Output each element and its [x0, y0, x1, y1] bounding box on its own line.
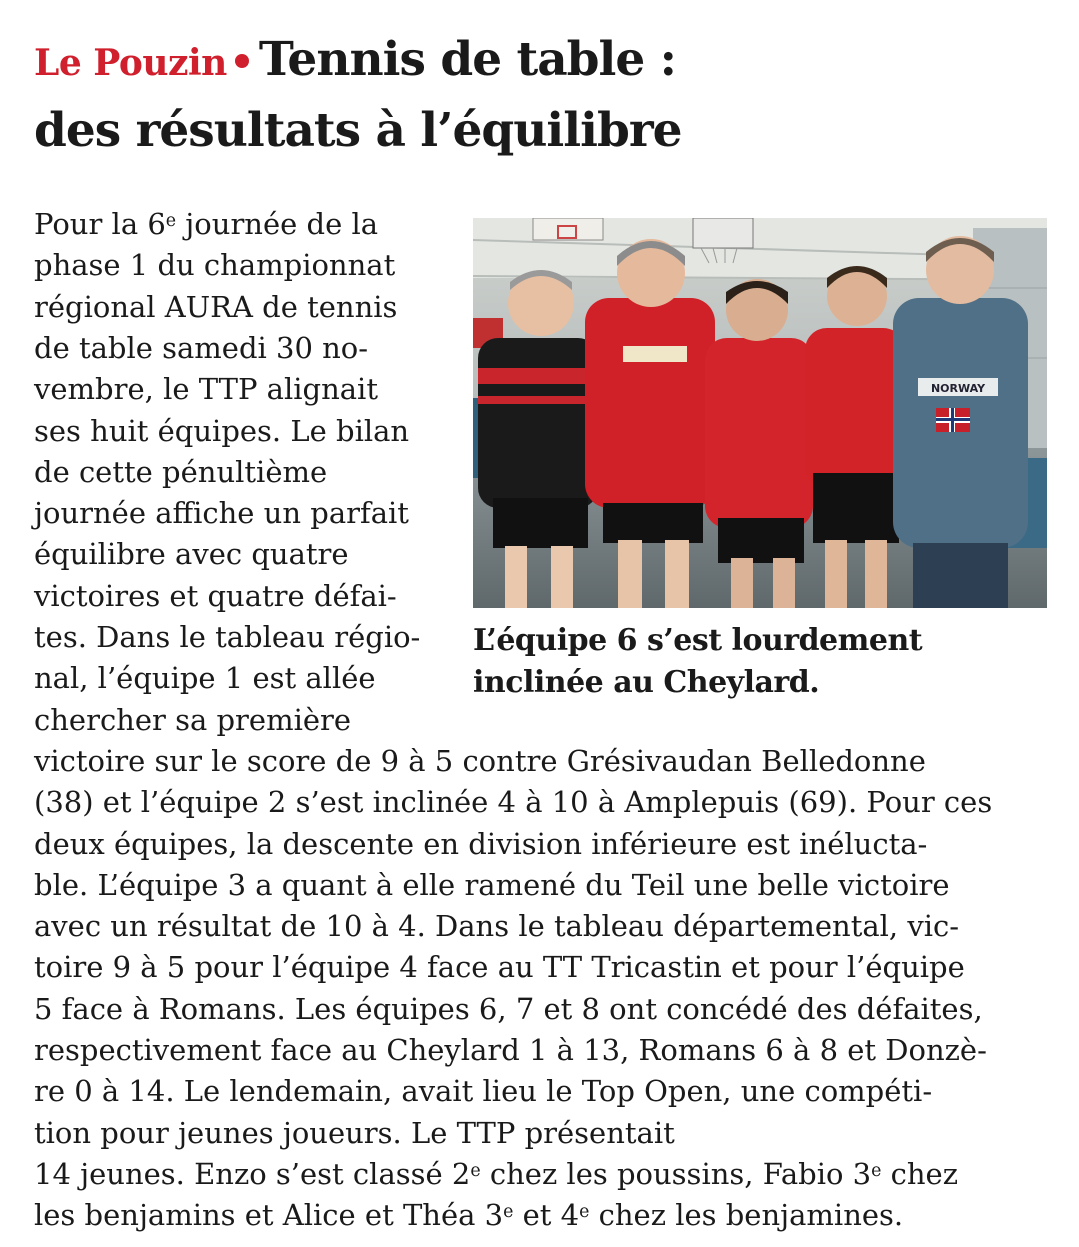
team-photo-illustration — [473, 218, 1047, 608]
body-text-segment: équilibre avec quatre — [34, 537, 349, 572]
body-text-segment: chez les benjamines. — [589, 1198, 904, 1233]
body-line — [34, 411, 409, 451]
body-text-segment: victoire sur le score de 9 à 5 contre Grésivaudan Belledonne — [34, 743, 926, 778]
bullet-dot-icon — [235, 54, 249, 68]
body-text-segment: et 4 — [513, 1198, 580, 1233]
body-text-segment: 5 face à Romans. Les équipes 6, 7 et 8 ont concédé des défaites, — [34, 991, 983, 1026]
body-line — [34, 700, 351, 740]
article-title-line2: des résultats à l’équilibre — [34, 103, 682, 158]
body-line — [34, 287, 397, 327]
body-text-segment: chercher sa première — [34, 702, 352, 737]
body-text-segment: chez — [881, 1156, 958, 1191]
article-title-line1: Tennis de table : — [258, 32, 676, 87]
body-line — [34, 534, 349, 574]
article-headline — [34, 26, 1044, 165]
body-line — [34, 204, 378, 244]
body-text-segment: nal, l’équipe 1 est allée — [34, 661, 376, 696]
ordinal-superscript: e — [503, 1202, 514, 1223]
body-text-segment: journée de la — [176, 207, 379, 241]
body-line — [34, 493, 409, 533]
body-text-segment: de table samedi 30 no- — [34, 330, 369, 365]
body-text-segment: ses huit équipes. Le bilan — [34, 413, 410, 448]
body-text-segment: journée affiche un parfait — [34, 496, 409, 531]
body-text-segment: tion pour jeunes joueurs. Le TTP présentait — [34, 1115, 675, 1150]
body-text-segment: 14 jeunes. Enzo s’est classé 2 — [34, 1156, 471, 1191]
body-line — [34, 741, 926, 781]
body-text-segment: re 0 à 14. Le lendemain, avait lieu le Top Open, une compéti- — [34, 1074, 933, 1109]
body-line — [34, 1154, 958, 1194]
body-line — [34, 906, 959, 946]
body-line — [34, 865, 950, 905]
body-text-segment: chez les poussins, Fabio 3 — [480, 1156, 872, 1191]
team-photo — [473, 218, 1047, 608]
body-line — [34, 369, 378, 409]
body-text-segment: respectivement face au Cheylard 1 à 13, Romans 6 à 8 et Donzè- — [34, 1033, 987, 1067]
ordinal-superscript: e — [579, 1202, 590, 1223]
body-line — [34, 824, 927, 864]
body-line — [34, 245, 395, 285]
photo-caption-line2: inclinée au Cheylard. — [473, 665, 820, 700]
body-line — [34, 658, 376, 698]
body-text-segment: Pour la 6 — [34, 207, 166, 241]
body-text-segment: les benjamins et Alice et Théa 3 — [34, 1198, 504, 1233]
ordinal-superscript: e — [871, 1160, 882, 1181]
body-text-segment: vembre, le TTP alignait — [34, 372, 378, 407]
body-text-segment: (38) et l’équipe 2 s’est inclinée 4 à 10 à Amplepuis (69). Pour ces — [34, 785, 993, 820]
body-text-segment: avec un résultat de 10 à 4. Dans le tableau départemental, vic- — [34, 909, 960, 944]
photo-caption-line1: L’équipe 6 s’est lourdement — [473, 623, 923, 658]
hoodie-brand-text: NORWAY — [930, 382, 986, 395]
body-line — [34, 1071, 932, 1111]
ordinal-superscript: e — [470, 1160, 481, 1181]
body-line — [34, 1195, 903, 1235]
body-line — [34, 452, 327, 492]
ordinal-superscript: e — [165, 211, 177, 231]
body-line — [34, 576, 397, 616]
body-line — [34, 782, 992, 822]
body-text-segment: toire 9 à 5 pour l’équipe 4 face au TT Tricastin et pour l’équipe — [34, 950, 965, 985]
body-text-segment: victoires et quatre défai- — [34, 578, 397, 613]
body-text-segment: de cette pénultième — [34, 454, 328, 489]
body-text-segment: tes. Dans le tableau régio- — [34, 620, 421, 654]
body-text-segment: deux équipes, la descente en division inférieure est inéluctа- — [34, 826, 928, 861]
body-text-segment: phase 1 du championnat — [34, 248, 396, 283]
body-line — [34, 617, 420, 657]
body-line — [34, 947, 965, 987]
body-line — [34, 989, 983, 1029]
body-text-segment: ble. L’équipe 3 a quant à elle ramené du Teil une belle victoire — [34, 867, 950, 902]
photo-caption — [473, 620, 1063, 704]
body-text-segment: régional AURA de tennis — [34, 289, 398, 324]
location-kicker: Le Pouzin — [34, 42, 227, 84]
body-line — [34, 328, 368, 368]
body-line — [34, 1113, 675, 1153]
body-line — [34, 1030, 987, 1070]
